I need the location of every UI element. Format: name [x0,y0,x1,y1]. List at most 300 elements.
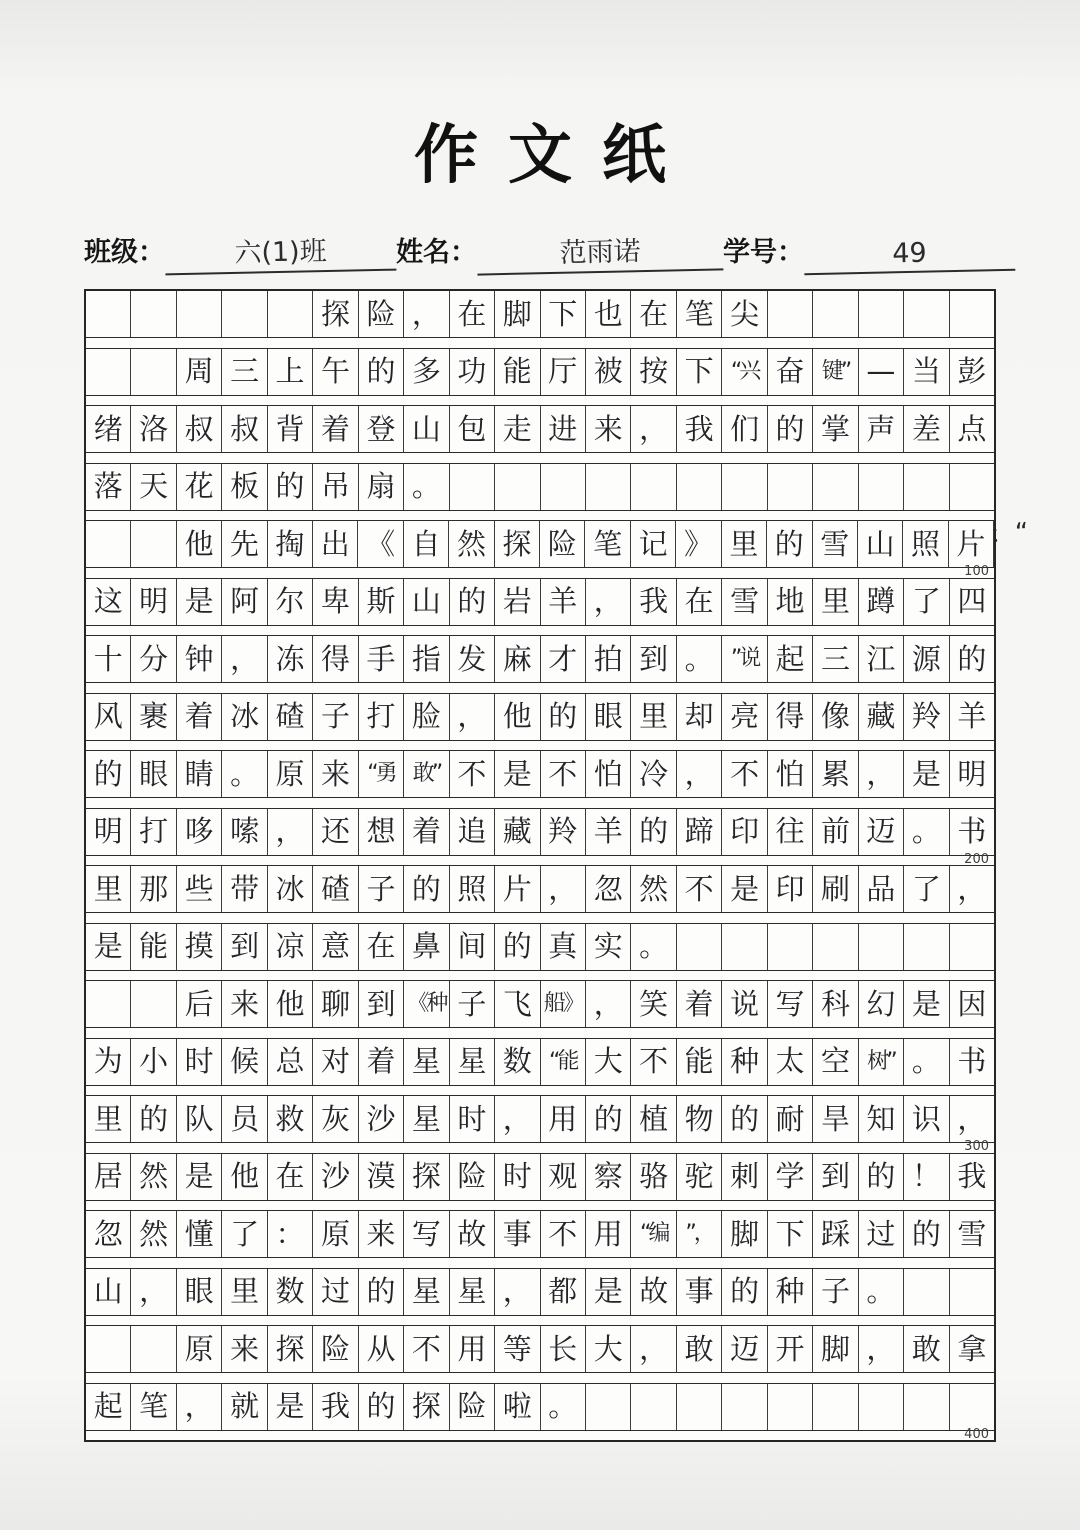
grid-cell: 的 [586,1096,631,1142]
grid-cell: 驼 [677,1154,722,1200]
grid-cell [950,291,994,337]
grid-cell: 的 [631,809,676,855]
grid-cell: 大 [586,1039,631,1085]
grid-cell: 居 [86,1154,131,1200]
grid-cell [86,349,131,395]
row-separator [86,1139,994,1154]
grid-cell: 叔 [177,406,222,452]
grid-cell: 种 [768,1269,813,1315]
grid-row [86,809,994,856]
grid-cell: 到 [631,636,676,682]
grid-cell: 是 [722,866,767,912]
grid-cell: 的 [495,924,540,970]
grid-row [86,406,994,453]
grid-cell: 子 [450,981,495,1027]
grid-cell [86,521,131,567]
grid-row [86,751,994,798]
grid-cell: 们 [722,406,767,452]
grid-cell: 品 [859,866,904,912]
grid-cell: 飞 [495,981,540,1027]
grid-cell: 掌 [813,406,858,452]
grid-cell: 的 [768,406,813,452]
grid-cell: 拍 [586,636,631,682]
class-value: 六(1)班 [165,228,397,276]
grid-cell: 然 [131,1211,176,1257]
row-separator [86,338,994,349]
grid-cell: 睛 [177,751,222,797]
grid-cell: 蹲 [859,579,904,625]
grid-cell [813,291,858,337]
grid-cell: 着 [677,981,722,1027]
grid-cell [950,1384,994,1430]
grid-cell: 尔 [268,579,313,625]
grid-cell: 阿 [222,579,267,625]
grid-cell: 险 [540,521,585,567]
grid-cell: 着 [404,809,449,855]
grid-cell: 差 [904,406,949,452]
grid-cell: 来 [586,406,631,452]
grid-cell: 片 [949,521,994,567]
grid-cell: 就 [222,1384,267,1430]
grid-cell: 敢 [677,1326,722,1372]
grid-cell: 怕 [768,751,813,797]
grid-cell: 藏 [859,694,904,740]
grid-row [86,1269,994,1316]
grid-cell [722,464,767,510]
grid-cell: 幻 [859,981,904,1027]
grid-cell: 不 [631,1039,676,1085]
grid-cell: 用 [586,1211,631,1257]
grid-cell: 子 [813,1269,858,1315]
grid-cell: 记 [631,521,676,567]
grid-cell: 岩 [495,579,540,625]
grid-cell: 真 [541,924,586,970]
row-separator [86,913,994,924]
grid-cell: 时 [177,1039,222,1085]
grid-cell [631,1384,676,1430]
grid-cell: 漠 [359,1154,404,1200]
grid-row [86,1326,994,1373]
grid-cell: 过 [859,1211,904,1257]
grid-cell: 才 [541,636,586,682]
grid-cell: 不 [404,1326,449,1372]
grid-cell: 敢 [904,1326,949,1372]
grid-cell: 不 [541,751,586,797]
grid-cell [904,1269,949,1315]
grid-cell: 的 [859,1154,904,1200]
grid-cell: 《 [358,521,403,567]
grid-cell: 羊 [586,809,631,855]
grid-cell: 是 [268,1384,313,1430]
grid-cell: 用 [450,1326,495,1372]
grid-cell: 知 [859,1096,904,1142]
grid-cell: 嗦 [222,809,267,855]
grid-cell: 明 [131,579,176,625]
grid-cell: 在 [359,924,404,970]
writing-grid [84,289,1030,1442]
grid-cell: 原 [313,1211,358,1257]
grid-cell: 队 [177,1096,222,1142]
grid-cell: 意 [313,924,358,970]
grid-cell: 片 [495,866,540,912]
grid-cell: 星 [404,1096,449,1142]
grid-cell: 奋 [768,349,813,395]
grid-cell [131,349,176,395]
grid-cell [813,1384,858,1430]
grid-cell: 山 [86,1269,131,1315]
grid-cell: 的 [450,579,495,625]
grid-cell: ， [957,871,987,906]
grid-cell: ， [495,1269,540,1315]
grid-cell: 不 [722,751,767,797]
grid-cell [586,464,631,510]
grid-row [86,464,994,511]
grid-cell: 大 [586,1326,631,1372]
grid-cell: 凉 [268,924,313,970]
row-separator [86,1086,994,1097]
grid-cell: 的 [904,1211,949,1257]
grid-cell [813,924,858,970]
grid-cell: 下 [677,349,722,395]
grid-cell [722,1384,767,1430]
grid-cell: 三 [813,636,858,682]
grid-cell: 江 [859,636,904,682]
grid-cell: 却 [677,694,722,740]
grid-cell: 登 [359,406,404,452]
char-count-marker: 200 [964,851,989,867]
grid-row [86,349,994,396]
grid-cell: 厅 [541,349,586,395]
grid-cell: 写 [404,1211,449,1257]
grid-cell: 种 [722,1039,767,1085]
grid-cell: 地 [768,579,813,625]
grid-cell: 原 [177,1326,222,1372]
grid-cell: 午 [313,349,358,395]
grid-cell: 鼻 [404,924,449,970]
grid-cell: 探 [495,521,540,567]
grid-cell: 多 [404,349,449,395]
grid-cell: 功 [450,349,495,395]
grid-cell: 这 [86,579,131,625]
grid-cell: 笔 [585,521,630,567]
grid-cell: 对 [313,1039,358,1085]
grid-cell [86,981,131,1027]
grid-cell: 羚 [904,694,949,740]
row-separator [86,511,994,522]
row-separator [86,851,994,867]
grid-cell: “勇 [359,751,404,797]
grid-cell: 被 [586,349,631,395]
grid-cell: 里 [86,1096,131,1142]
grid-cell: 。 [904,1039,949,1085]
grid-row [86,1096,994,1143]
grid-cell: 指 [404,636,449,682]
grid-cell [586,1384,631,1430]
grid-cell: 不 [450,751,495,797]
grid-cell: 板 [222,464,267,510]
grid-cell: 带 [222,866,267,912]
grid-cell: 耐 [768,1096,813,1142]
grid-cell: 了 [904,866,949,912]
grid-cell [131,1326,176,1372]
grid-cell: 眼 [177,1269,222,1315]
grid-cell: 子 [313,694,358,740]
grid-cell: 分 [131,636,176,682]
grid-cell: 。 [541,1384,586,1430]
grid-cell: 灰 [313,1096,358,1142]
grid-cell: 数 [268,1269,313,1315]
char-count-marker: 400 [964,1426,989,1442]
grid-cell: 雪 [813,521,858,567]
grid-cell: 照 [450,866,495,912]
grid-cell: 里 [631,694,676,740]
grid-cell [904,291,949,337]
grid-cell: 起 [86,1384,131,1430]
grid-cell: 脚 [813,1326,858,1372]
grid-row [86,1384,994,1431]
grid-cell: 险 [450,1154,495,1200]
grid-cell: 得 [768,694,813,740]
grid-cell [859,291,904,337]
grid-cell: 是 [86,924,131,970]
grid-row [86,866,994,913]
grid-cell: 间 [450,924,495,970]
grid-cell: ， [541,866,586,912]
grid-cell: 他 [495,694,540,740]
student-id-value: 49 [804,236,1016,275]
grid-cell: 脸 [404,694,449,740]
grid-cell: ， [222,636,267,682]
row-separator [86,1028,994,1039]
grid-cell: 他 [268,981,313,1027]
grid-cell: 踩 [813,1211,858,1257]
grid-row [86,924,994,971]
grid-cell: 候 [222,1039,267,1085]
grid-cell: 险 [359,291,404,337]
grid-cell: 探 [404,1384,449,1430]
grid-cell: 》 [676,521,721,567]
grid-cell [859,464,904,510]
grid-cell: 我 [313,1384,358,1430]
class-field [84,230,396,273]
grid-cell: 懂 [177,1211,222,1257]
grid-cell: 得 [313,636,358,682]
row-separator [86,626,994,637]
grid-cell: 了 [904,579,949,625]
grid-cell: 然 [631,866,676,912]
grid-cell: 累 [813,751,858,797]
grid-cell: 碴 [313,866,358,912]
grid-cell: 是 [495,751,540,797]
grid-cell: 后 [177,981,222,1027]
grid-cell [950,924,994,970]
grid-row [86,517,1030,568]
grid-cell: ”， [677,1211,722,1257]
grid-cell: 的 [404,866,449,912]
grid-cell: “编 [631,1211,676,1257]
grid-row [86,636,994,683]
grid-cell: 的 [359,1384,404,1430]
grid-cell: 当 [904,349,949,395]
grid-cell: 来 [359,1211,404,1257]
grid-cell: 脚 [722,1211,767,1257]
grid-cell: 来 [313,751,358,797]
grid-cell: 他 [177,521,222,567]
grid-cell: ， [131,1269,176,1315]
grid-cell: 的 [767,521,812,567]
grid-cell [677,924,722,970]
grid-cell: 四 [957,584,987,618]
grid-cell: 走 [495,406,540,452]
grid-cell: 来 [222,1326,267,1372]
grid-cell: 不 [677,866,722,912]
grid-cell: 的 [722,1096,767,1142]
grid-cell: 笔 [131,1384,176,1430]
grid-cell [131,291,176,337]
grid-cell: 星 [450,1039,495,1085]
grid-cell: 在 [268,1154,313,1200]
grid-cell: 学 [768,1154,813,1200]
grid-cell [768,291,813,337]
grid-cell: ， [404,291,449,337]
grid-cell: 因 [957,986,987,1021]
grid-cell: 空 [813,1039,858,1085]
grid-cell: 是 [586,1269,631,1315]
grid-cell: 声 [859,406,904,452]
grid-cell: 印 [768,866,813,912]
grid-cell: 笔 [677,291,722,337]
grid-cell: ！ [904,1154,949,1200]
grid-cell: 冰 [268,866,313,912]
grid-cell: 书 [957,1044,987,1078]
grid-cell [859,924,904,970]
row-separator [86,971,994,982]
grid-row [86,1039,994,1086]
row-separator [86,1258,994,1269]
grid-cell: 麻 [495,636,540,682]
grid-cell: 点 [957,411,987,446]
grid-cell: 原 [268,751,313,797]
grid-cell: 照 [903,521,948,567]
grid-cell [950,464,994,510]
grid-cell: 明 [86,809,131,855]
grid-cell: 他 [222,1154,267,1200]
grid-cell: 的 [131,1096,176,1142]
grid-cell: 子 [359,866,404,912]
grid-cell: 在 [631,291,676,337]
grid-cell: 周 [177,349,222,395]
grid-cell: 是 [177,579,222,625]
class-label: 班级： [84,237,165,268]
grid-cell [677,464,722,510]
row-separator [86,564,994,579]
grid-cell: 眼 [131,751,176,797]
grid-cell [768,924,813,970]
grid-cell: 啦 [495,1384,540,1430]
grid-cell: 我 [677,406,722,452]
grid-cell: 。 [631,924,676,970]
grid-cell: 长 [541,1326,586,1372]
grid-cell: 探 [404,1154,449,1200]
grid-cell: 的 [359,349,404,395]
grid-cell: 刷 [813,866,858,912]
grid-cell: 。 [677,636,722,682]
grid-cell [86,291,131,337]
grid-cell: 三 [222,349,267,395]
grid-cell: 《种 [404,981,449,1027]
grid-cell: 太 [768,1039,813,1085]
grid-cell: 能 [495,349,540,395]
grid-cell: 是 [904,751,949,797]
grid-cell: 员 [222,1096,267,1142]
grid-cell [222,291,267,337]
grid-cell [495,464,540,510]
grid-cell: 眼 [586,694,631,740]
grid-cell: ， [177,1384,222,1430]
grid-cell: 包 [450,406,495,452]
grid-cell: 星 [404,1269,449,1315]
row-separator [86,683,994,694]
grid-cell [950,1269,994,1315]
grid-cell: ， [586,981,631,1027]
grid-cell: 时 [495,1154,540,1200]
grid-cell: 印 [722,809,767,855]
grid-cell: 到 [359,981,404,1027]
grid-cell: 为 [86,1039,131,1085]
grid-cell: 往 [768,809,813,855]
student-id-field [723,230,1015,273]
grid-cell [768,1384,813,1430]
grid-cell: 星 [450,1269,495,1315]
grid-cell: 物 [677,1096,722,1142]
grid-cell: 亮 [722,694,767,740]
grid-cell: 救 [268,1096,313,1142]
grid-cell: 山 [404,579,449,625]
grid-cell: 冷 [631,751,676,797]
grid-cell: 背 [268,406,313,452]
grid-cell: 出 [313,521,358,567]
grid-cell: 风 [86,694,131,740]
grid-cell: ， [631,406,676,452]
grid-row [86,291,994,338]
grid-cell: 笑 [631,981,676,1027]
grid-cell: 在 [450,291,495,337]
grid-cell [813,464,858,510]
grid-cell: 险 [450,1384,495,1430]
grid-cell: 来 [222,981,267,1027]
grid-cell: 故 [450,1211,495,1257]
grid-cell: 花 [177,464,222,510]
grid-cell: 说 [722,981,767,1027]
grid-cell: 刺 [722,1154,767,1200]
grid-cell: 手 [359,636,404,682]
grid-cell [768,464,813,510]
student-id-label: 学号： [723,237,804,268]
grid-cell: 里 [222,1269,267,1315]
grid-cell: 山 [404,406,449,452]
grid-cell: 绪 [86,406,131,452]
grid-cell: ， [957,1101,987,1136]
grid-cell: 忽 [86,1211,131,1257]
grid-cell: 的 [268,464,313,510]
grid-cell: 上 [268,349,313,395]
grid-cell: 迈 [859,809,904,855]
grid-cell: 从 [359,1326,404,1372]
grid-cell: 拿 [957,1331,987,1366]
grid-cell: 观 [541,1154,586,1200]
grid-cell: 探 [313,291,358,337]
grid-cell: 碴 [268,694,313,740]
